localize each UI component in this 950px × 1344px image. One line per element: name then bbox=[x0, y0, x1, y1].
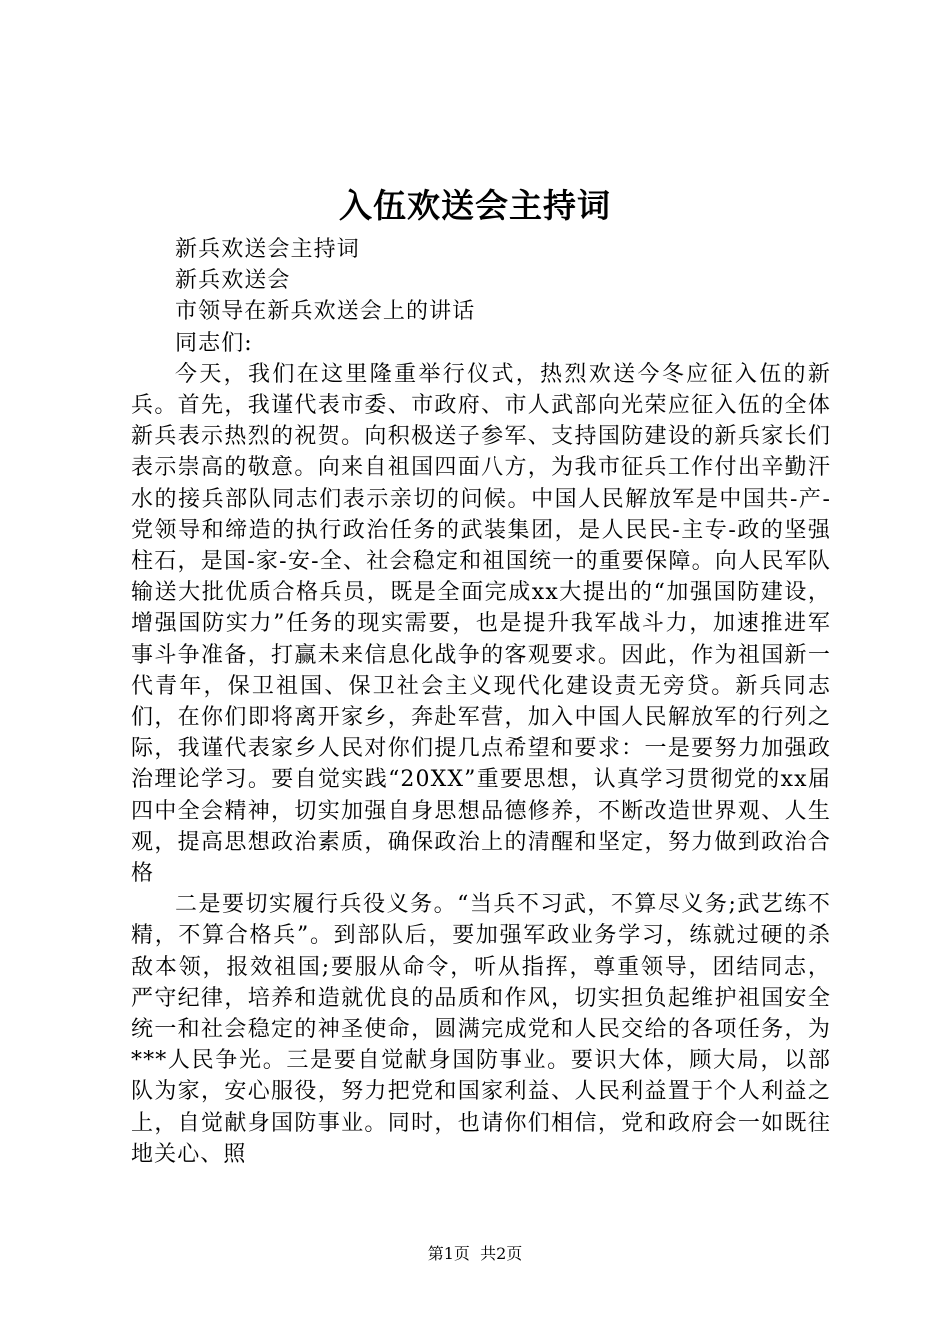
document-body bbox=[131, 234, 831, 1170]
page-footer bbox=[0, 1244, 950, 1264]
body-paragraph: 新兵欢送会主持词 bbox=[175, 237, 360, 262]
body-paragraph: 今天，我们在这里隆重举行仪式，热烈欢送今冬应征入伍的新兵。首先，我谨代表市委、市政府、市人武部向光荣应征入伍的全体新兵表示热烈的祝贺。向积极送子参军、支持国防建设的新兵家长们表示崇高的敬意。向来自祖国四面八方，为我市征兵工作付出辛勤汗水的接兵部队同志们表示亲切的问候。中国人民解放军是中国共-产-党领导和缔造的执行政治任务的武装集团，是人民民-主专-政的坚强柱石，是国-家-安-全、社会稳定和祖国统一的重要保障。向人民军队输送大批优质合格兵员，既是全面完成xx大提出的“加强国防建设，增强国防实力”任务的现实需要，也是提升我军战斗力，加速推进军事斗争准备，打赢未来信息化战争的客观要求。因此，作为祖国新一代青年，保卫祖国、保卫社会主义现代化建设责无旁贷。新兵同志们，在你们即将离开家乡，奔赴军营，加入中国人民解放军的行列之际，我谨代表家乡人民对你们提几点希望和要求：一是要努力加强政治理论学习。要自觉实践“20XX”重要思想，认真学习贯彻党的xx届四中全会精神，切实加强自身思想品德修养，不断改造世界观、人生观，提高思想政治素质，确保政治上的清醒和坚定，努力做到政治合格 bbox=[131, 361, 831, 887]
body-paragraph: 市领导在新兵欢送会上的讲话 bbox=[175, 299, 476, 325]
document-title: 入伍欢送会主持词 bbox=[339, 186, 611, 225]
body-paragraph: 二是要切实履行兵役义务。“当兵不习武，不算尽义务;武艺练不精，不算合格兵”。到部队后，要加强军政业务学习，练就过硬的杀敌本领，报效祖国;要服从命令，听从指挥，尊重领导，团结同志，严守纪律，培养和造就优良的品质和作风，切实担负起维护祖国安全统一和社会稳定的神圣使命，圆满完成党和人民交给的各项任务，为***人民争光。三是要自觉献身国防事业。要识大体，顾大局，以部队为家，安心服役，努力把党和国家利益、人民利益置于个人利益之上，自觉献身国防事业。同时，也请你们相信，党和政府会一如既往地关心、照 bbox=[131, 892, 831, 1167]
body-paragraph: 新兵欢送会 bbox=[175, 268, 291, 294]
body-paragraph: 同志们: bbox=[175, 330, 253, 356]
page-total: 共2页 bbox=[480, 1244, 523, 1263]
page-number: 第1页 bbox=[427, 1244, 470, 1263]
